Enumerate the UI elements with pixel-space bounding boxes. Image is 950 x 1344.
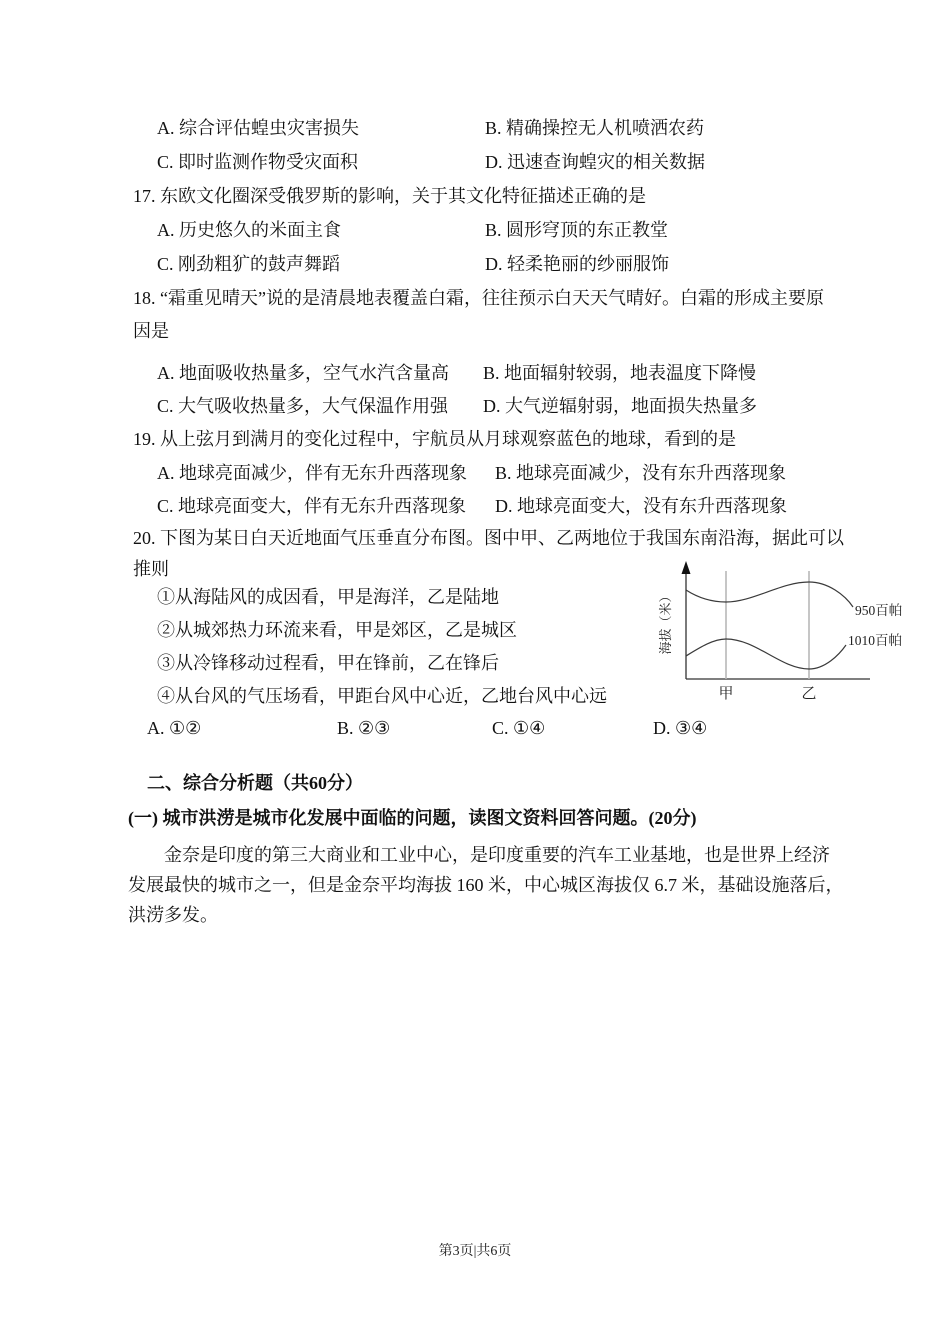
section-title: 二、综合分析题（共60分） bbox=[147, 773, 363, 793]
q20-item-3: ③从冷锋移动过程看，甲在锋前，乙在锋后 bbox=[157, 653, 499, 673]
curve-label-950: 950百帕 bbox=[855, 603, 903, 618]
material-paragraph-line1: 金奈是印度的第三大商业和工业中心，是印度重要的汽车工业基地，也是世界上经济 bbox=[164, 845, 830, 865]
pressure-curve-1010 bbox=[686, 639, 846, 669]
pressure-curve-950 bbox=[686, 582, 853, 607]
q16-option-b: B. 精确操控无人机喷洒农药 bbox=[485, 118, 705, 138]
q20-answer-c: C. ①④ bbox=[492, 718, 546, 738]
x-label-yi: 乙 bbox=[801, 686, 817, 702]
q19-option-b: B. 地球亮面减少，没有东升西落现象 bbox=[495, 463, 787, 483]
y-axis-arrow-icon bbox=[682, 561, 691, 574]
q20-answer-a: A. ①② bbox=[147, 718, 202, 738]
q17-option-d: D. 轻柔艳丽的纱丽服饰 bbox=[485, 254, 669, 274]
q20-answer-d: D. ③④ bbox=[653, 718, 708, 738]
part-one-title: (一) 城市洪涝是城市化发展中面临的问题，读图文资料回答问题。(20分) bbox=[128, 808, 697, 828]
q17-option-c: C. 刚劲粗犷的鼓声舞蹈 bbox=[157, 254, 341, 274]
q18-stem-line1: 18. “霜重见晴天”说的是清晨地表覆盖白霜，往往预示白天天气晴好。白霜的形成主要原 bbox=[133, 288, 824, 308]
curve-label-1010: 1010百帕 bbox=[848, 633, 902, 648]
q18-option-a: A. 地面吸收热量多，空气水汽含量高 bbox=[157, 363, 449, 383]
q20-answer-b: B. ②③ bbox=[337, 718, 391, 738]
q19-stem: 19. 从上弦月到满月的变化过程中，宇航员从月球观察蓝色的地球，看到的是 bbox=[133, 429, 736, 449]
q18-option-c: C. 大气吸收热量多，大气保温作用强 bbox=[157, 396, 449, 416]
q16-option-a: A. 综合评估蝗虫灾害损失 bbox=[157, 118, 359, 138]
q20-item-2: ②从城郊热力环流来看，甲是郊区，乙是城区 bbox=[157, 620, 517, 640]
material-paragraph-line2: 发展最快的城市之一，但是金奈平均海拔 160 米，中心城区海拔仅 6.7 米，基础设施落后， bbox=[128, 875, 844, 895]
q18-stem-line2: 因是 bbox=[133, 321, 169, 341]
q20-stem-line2: 推则 bbox=[133, 559, 169, 579]
q20-item-4: ④从台风的气压场看，甲距台风中心近，乙地台风中心远 bbox=[157, 686, 607, 706]
q18-option-d: D. 大气逆辐射弱，地面损失热量多 bbox=[483, 396, 757, 416]
q17-stem: 17. 东欧文化圈深受俄罗斯的影响，关于其文化特征描述正确的是 bbox=[133, 186, 646, 206]
q19-option-d: D. 地球亮面变大，没有东升西落现象 bbox=[495, 496, 787, 516]
q19-option-a: A. 地球亮面减少，伴有无东升西落现象 bbox=[157, 463, 467, 483]
q19-option-c: C. 地球亮面变大，伴有无东升西落现象 bbox=[157, 496, 467, 516]
y-axis-label: 海拔（米） bbox=[658, 589, 673, 655]
material-paragraph-line3: 洪涝多发。 bbox=[128, 905, 218, 925]
q20-item-1: ①从海陆风的成因看，甲是海洋，乙是陆地 bbox=[157, 587, 499, 607]
pressure-profile-figure bbox=[653, 558, 933, 716]
q16-option-c: C. 即时监测作物受灾面积 bbox=[157, 152, 359, 172]
q16-option-d: D. 迅速查询蝗灾的相关数据 bbox=[485, 152, 705, 172]
page-number: 第3页|共6页 bbox=[438, 1244, 512, 1259]
q18-option-b: B. 地面辐射较弱，地表温度下降慢 bbox=[483, 363, 757, 383]
x-label-jia: 甲 bbox=[718, 686, 734, 702]
q20-stem-line1: 20. 下图为某日白天近地面气压垂直分布图。图中甲、乙两地位于我国东南沿海，据此可以 bbox=[133, 528, 844, 548]
q17-option-a: A. 历史悠久的米面主食 bbox=[157, 220, 341, 240]
q17-option-b: B. 圆形穹顶的东正教堂 bbox=[485, 220, 669, 240]
